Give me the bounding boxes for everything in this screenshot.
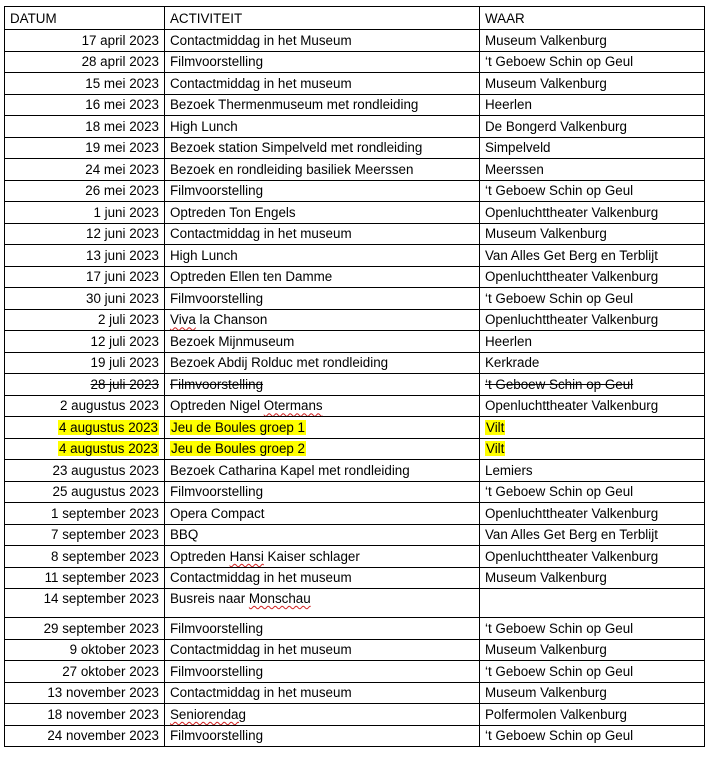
table-row bbox=[5, 546, 705, 568]
location-cell-text: ‘t Geboew Schin op Geul bbox=[485, 376, 634, 392]
location-cell bbox=[480, 245, 705, 267]
date-cell-text: 23 augustus 2023 bbox=[52, 462, 159, 478]
activity-cell-text: Optreden Ellen ten Damme bbox=[170, 269, 333, 285]
location-cell-text: Heerlen bbox=[485, 97, 532, 113]
date-cell bbox=[5, 618, 165, 640]
location-cell bbox=[480, 202, 705, 224]
activity-cell bbox=[165, 137, 480, 159]
activity-cell-text: Optreden Nigel Otermans bbox=[170, 398, 323, 414]
date-cell-text: 24 november 2023 bbox=[47, 728, 159, 744]
location-cell bbox=[480, 682, 705, 704]
location-cell bbox=[480, 546, 705, 568]
date-cell-text: 13 juni 2023 bbox=[86, 247, 159, 263]
date-cell bbox=[5, 546, 165, 568]
date-cell bbox=[5, 309, 165, 331]
activity-cell-text: Filmvoorstelling bbox=[170, 484, 264, 500]
table-row bbox=[5, 481, 705, 503]
date-cell bbox=[5, 159, 165, 181]
date-cell bbox=[5, 30, 165, 52]
date-cell-text: 25 augustus 2023 bbox=[52, 484, 159, 500]
location-cell bbox=[480, 309, 705, 331]
activity-cell bbox=[165, 309, 480, 331]
date-cell bbox=[5, 661, 165, 683]
location-cell-text: Vilt bbox=[486, 441, 505, 457]
location-cell bbox=[480, 417, 705, 439]
location-cell bbox=[480, 288, 705, 310]
location-cell-text: Van Alles Get Berg en Terblijt bbox=[485, 527, 658, 543]
activity-cell bbox=[165, 417, 480, 439]
date-cell bbox=[5, 567, 165, 589]
table-row bbox=[5, 266, 705, 288]
date-cell bbox=[5, 589, 165, 618]
activity-cell bbox=[165, 266, 480, 288]
location-cell-text: Simpelveld bbox=[485, 140, 551, 156]
date-cell bbox=[5, 503, 165, 525]
location-cell bbox=[480, 395, 705, 417]
activity-cell bbox=[165, 589, 480, 618]
location-cell bbox=[480, 30, 705, 52]
activity-cell-text: Filmvoorstelling bbox=[170, 290, 264, 306]
location-cell-text: Museum Valkenburg bbox=[485, 75, 607, 91]
activity-cell-text: Bezoek station Simpelveld met rondleiding bbox=[170, 140, 423, 156]
header-row bbox=[5, 7, 705, 30]
date-cell bbox=[5, 639, 165, 661]
location-cell bbox=[480, 704, 705, 726]
location-cell-text: Museum Valkenburg bbox=[485, 570, 607, 586]
location-cell-text: Vilt bbox=[486, 419, 505, 435]
table-row bbox=[5, 245, 705, 267]
activity-cell-text: Bezoek Mijnmuseum bbox=[170, 333, 295, 349]
activity-cell-text: Seniorendag bbox=[170, 706, 246, 722]
date-cell-text: 30 juni 2023 bbox=[86, 290, 159, 306]
activity-cell bbox=[165, 30, 480, 52]
activity-cell bbox=[165, 116, 480, 138]
location-cell-text: Museum Valkenburg bbox=[485, 32, 607, 48]
date-cell bbox=[5, 395, 165, 417]
date-cell-text: 4 augustus 2023 bbox=[58, 441, 158, 457]
table-row bbox=[5, 159, 705, 181]
activity-cell bbox=[165, 202, 480, 224]
activity-cell-text: Bezoek Thermenmuseum met rondleiding bbox=[170, 97, 419, 113]
table-row bbox=[5, 180, 705, 202]
table-row bbox=[5, 725, 705, 747]
location-cell-text: Lemiers bbox=[485, 462, 533, 478]
location-cell-text: Meerssen bbox=[485, 161, 544, 177]
date-cell-text: 29 september 2023 bbox=[43, 620, 159, 636]
table-row bbox=[5, 223, 705, 245]
date-cell-text: 27 oktober 2023 bbox=[62, 663, 159, 679]
location-cell bbox=[480, 438, 705, 460]
activity-cell bbox=[165, 725, 480, 747]
location-cell bbox=[480, 460, 705, 482]
date-cell-text: 4 augustus 2023 bbox=[58, 419, 158, 435]
location-cell-text: De Bongerd Valkenburg bbox=[485, 118, 627, 134]
date-cell-text: 19 juli 2023 bbox=[90, 355, 159, 371]
location-cell bbox=[480, 137, 705, 159]
location-cell bbox=[480, 481, 705, 503]
activity-cell bbox=[165, 567, 480, 589]
activity-cell bbox=[165, 223, 480, 245]
date-cell bbox=[5, 288, 165, 310]
location-cell bbox=[480, 266, 705, 288]
activity-cell-text: Jeu de Boules groep 2 bbox=[171, 441, 306, 457]
table-row bbox=[5, 524, 705, 546]
date-cell-text: 1 juni 2023 bbox=[93, 204, 159, 220]
location-cell bbox=[480, 639, 705, 661]
location-cell bbox=[480, 725, 705, 747]
date-cell-text: 19 mei 2023 bbox=[85, 140, 159, 156]
date-cell-text: 1 september 2023 bbox=[51, 505, 159, 521]
activity-schedule-table bbox=[4, 6, 705, 747]
activity-cell-text: Opera Compact bbox=[170, 505, 265, 521]
date-cell-text: 11 september 2023 bbox=[44, 570, 159, 586]
date-cell bbox=[5, 116, 165, 138]
activity-cell bbox=[165, 159, 480, 181]
activity-cell-text: Optreden Ton Engels bbox=[170, 204, 296, 220]
date-cell bbox=[5, 438, 165, 460]
table-row bbox=[5, 116, 705, 138]
location-cell bbox=[480, 51, 705, 73]
location-cell-text: ‘t Geboew Schin op Geul bbox=[485, 54, 634, 70]
location-cell bbox=[480, 116, 705, 138]
activity-cell bbox=[165, 395, 480, 417]
activity-cell-text: Filmvoorstelling bbox=[170, 376, 264, 392]
table-row bbox=[5, 704, 705, 726]
table-row bbox=[5, 460, 705, 482]
date-cell-text: 28 april 2023 bbox=[81, 54, 159, 70]
table-row bbox=[5, 438, 705, 460]
date-cell-text: 24 mei 2023 bbox=[85, 161, 159, 177]
activity-cell-text: Contactmiddag in het Museum bbox=[170, 32, 352, 48]
location-cell bbox=[480, 618, 705, 640]
location-cell bbox=[480, 73, 705, 95]
date-cell-text: 14 september 2023 bbox=[43, 591, 159, 606]
date-cell-text: 26 mei 2023 bbox=[85, 183, 159, 199]
location-cell-text: Museum Valkenburg bbox=[485, 685, 607, 701]
table-row bbox=[5, 352, 705, 374]
location-cell bbox=[480, 567, 705, 589]
location-cell bbox=[480, 661, 705, 683]
location-cell-text: Kerkrade bbox=[485, 355, 540, 371]
date-cell-text: 18 mei 2023 bbox=[85, 118, 159, 134]
activity-cell bbox=[165, 288, 480, 310]
location-cell-text: Openluchttheater Valkenburg bbox=[485, 548, 659, 564]
table-row bbox=[5, 137, 705, 159]
activity-cell-text: Contactmiddag in het museum bbox=[170, 642, 352, 658]
activity-cell bbox=[165, 524, 480, 546]
location-cell-text: Openluchttheater Valkenburg bbox=[485, 204, 659, 220]
activity-cell-text: High Lunch bbox=[170, 118, 238, 134]
activity-cell bbox=[165, 481, 480, 503]
activity-cell-text: Bezoek en rondleiding basiliek Meerssen bbox=[170, 161, 414, 177]
date-cell bbox=[5, 374, 165, 396]
location-cell bbox=[480, 374, 705, 396]
location-cell-text: ‘t Geboew Schin op Geul bbox=[485, 728, 634, 744]
header-activity: ACTIVITEIT bbox=[165, 7, 480, 30]
location-cell-text: ‘t Geboew Schin op Geul bbox=[485, 663, 634, 679]
date-cell bbox=[5, 352, 165, 374]
activity-cell-text: Jeu de Boules groep 1 bbox=[171, 419, 306, 435]
location-cell-text: ‘t Geboew Schin op Geul bbox=[485, 183, 634, 199]
date-cell bbox=[5, 704, 165, 726]
activity-cell bbox=[165, 661, 480, 683]
activity-cell bbox=[165, 438, 480, 460]
activity-cell-text: Bezoek Catharina Kapel met rondleiding bbox=[170, 462, 410, 478]
activity-cell-text: Contactmiddag in het museum bbox=[170, 685, 352, 701]
activity-cell bbox=[165, 460, 480, 482]
activity-cell bbox=[165, 682, 480, 704]
location-cell-text: Polfermolen Valkenburg bbox=[485, 706, 627, 722]
location-cell bbox=[480, 94, 705, 116]
table-row bbox=[5, 374, 705, 396]
activity-cell-text: High Lunch bbox=[170, 247, 238, 263]
activity-cell-text: Contactmiddag in het museum bbox=[170, 570, 352, 586]
date-cell-text: 9 oktober 2023 bbox=[69, 642, 159, 658]
activity-cell bbox=[165, 352, 480, 374]
date-cell bbox=[5, 180, 165, 202]
activity-cell-text: Filmvoorstelling bbox=[170, 54, 264, 70]
table-row bbox=[5, 73, 705, 95]
location-cell-text: Museum Valkenburg bbox=[485, 642, 607, 658]
date-cell bbox=[5, 245, 165, 267]
date-cell bbox=[5, 417, 165, 439]
date-cell bbox=[5, 94, 165, 116]
location-cell-text: Openluchttheater Valkenburg bbox=[485, 505, 659, 521]
date-cell-text: 12 juli 2023 bbox=[90, 333, 159, 349]
location-cell-text: ‘t Geboew Schin op Geul bbox=[485, 484, 634, 500]
activity-cell bbox=[165, 704, 480, 726]
table-row bbox=[5, 661, 705, 683]
location-cell bbox=[480, 589, 705, 618]
date-cell bbox=[5, 73, 165, 95]
date-cell bbox=[5, 460, 165, 482]
location-cell-text: Openluchttheater Valkenburg bbox=[485, 269, 659, 285]
location-cell bbox=[480, 331, 705, 353]
date-cell bbox=[5, 682, 165, 704]
location-cell-text: Heerlen bbox=[485, 333, 532, 349]
location-cell-text: ‘t Geboew Schin op Geul bbox=[485, 290, 634, 306]
table-row bbox=[5, 567, 705, 589]
location-cell bbox=[480, 159, 705, 181]
activity-cell bbox=[165, 331, 480, 353]
table-row bbox=[5, 331, 705, 353]
table-row bbox=[5, 30, 705, 52]
activity-cell-text: Filmvoorstelling bbox=[170, 728, 264, 744]
table-row bbox=[5, 503, 705, 525]
date-cell-text: 8 september 2023 bbox=[51, 548, 159, 564]
activity-cell-text: Contactmiddag in het museum bbox=[170, 226, 352, 242]
activity-cell bbox=[165, 618, 480, 640]
date-cell-text: 18 november 2023 bbox=[47, 706, 159, 722]
date-cell-text: 17 juni 2023 bbox=[86, 269, 159, 285]
activity-cell bbox=[165, 73, 480, 95]
date-cell-text: 2 augustus 2023 bbox=[59, 398, 159, 414]
date-cell bbox=[5, 137, 165, 159]
activity-cell-text: BBQ bbox=[170, 527, 199, 543]
table-row bbox=[5, 639, 705, 661]
date-cell bbox=[5, 223, 165, 245]
table-row bbox=[5, 51, 705, 73]
location-cell bbox=[480, 503, 705, 525]
table-row bbox=[5, 202, 705, 224]
activity-cell bbox=[165, 94, 480, 116]
activity-cell bbox=[165, 180, 480, 202]
date-cell-text: 12 juni 2023 bbox=[86, 226, 159, 242]
date-cell bbox=[5, 51, 165, 73]
location-cell-text: Openluchttheater Valkenburg bbox=[485, 398, 659, 414]
table-row bbox=[5, 589, 705, 618]
date-cell-text: 28 juli 2023 bbox=[90, 376, 159, 392]
table-row bbox=[5, 618, 705, 640]
table-row bbox=[5, 288, 705, 310]
location-cell-text: Openluchttheater Valkenburg bbox=[485, 312, 659, 328]
date-cell-text: 13 november 2023 bbox=[47, 685, 159, 701]
table-row bbox=[5, 309, 705, 331]
activity-cell bbox=[165, 374, 480, 396]
header-location: WAAR bbox=[480, 7, 705, 30]
date-cell-text: 2 juli 2023 bbox=[97, 312, 159, 328]
date-cell bbox=[5, 266, 165, 288]
date-cell-text: 17 april 2023 bbox=[81, 32, 159, 48]
activity-cell-text: Contactmiddag in het museum bbox=[170, 75, 352, 91]
location-cell bbox=[480, 524, 705, 546]
activity-cell bbox=[165, 51, 480, 73]
location-cell bbox=[480, 180, 705, 202]
header-date: DATUM bbox=[5, 7, 165, 30]
date-cell-text: 16 mei 2023 bbox=[85, 97, 159, 113]
location-cell bbox=[480, 352, 705, 374]
table-row bbox=[5, 417, 705, 439]
activity-cell-text: Filmvoorstelling bbox=[170, 620, 264, 636]
activity-cell bbox=[165, 639, 480, 661]
activity-cell-text: Busreis naar Monschau bbox=[170, 591, 311, 606]
activity-cell-text: Viva la Chanson bbox=[170, 312, 268, 328]
activity-cell-text: Bezoek Abdij Rolduc met rondleiding bbox=[170, 355, 389, 371]
location-cell-text: Museum Valkenburg bbox=[485, 226, 607, 242]
location-cell-text: ‘t Geboew Schin op Geul bbox=[485, 620, 634, 636]
date-cell bbox=[5, 725, 165, 747]
activity-cell bbox=[165, 245, 480, 267]
date-cell bbox=[5, 524, 165, 546]
table-row bbox=[5, 395, 705, 417]
table-row bbox=[5, 94, 705, 116]
date-cell bbox=[5, 481, 165, 503]
date-cell-text: 15 mei 2023 bbox=[85, 75, 159, 91]
activity-cell bbox=[165, 546, 480, 568]
location-cell-text: Van Alles Get Berg en Terblijt bbox=[485, 247, 658, 263]
activity-cell bbox=[165, 503, 480, 525]
activity-cell-text: Optreden Hansi Kaiser schlager bbox=[170, 548, 360, 564]
date-cell bbox=[5, 202, 165, 224]
activity-cell-text: Filmvoorstelling bbox=[170, 183, 264, 199]
date-cell bbox=[5, 331, 165, 353]
date-cell-text: 7 september 2023 bbox=[51, 527, 159, 543]
activity-cell-text: Filmvoorstelling bbox=[170, 663, 264, 679]
location-cell bbox=[480, 223, 705, 245]
table-row bbox=[5, 682, 705, 704]
